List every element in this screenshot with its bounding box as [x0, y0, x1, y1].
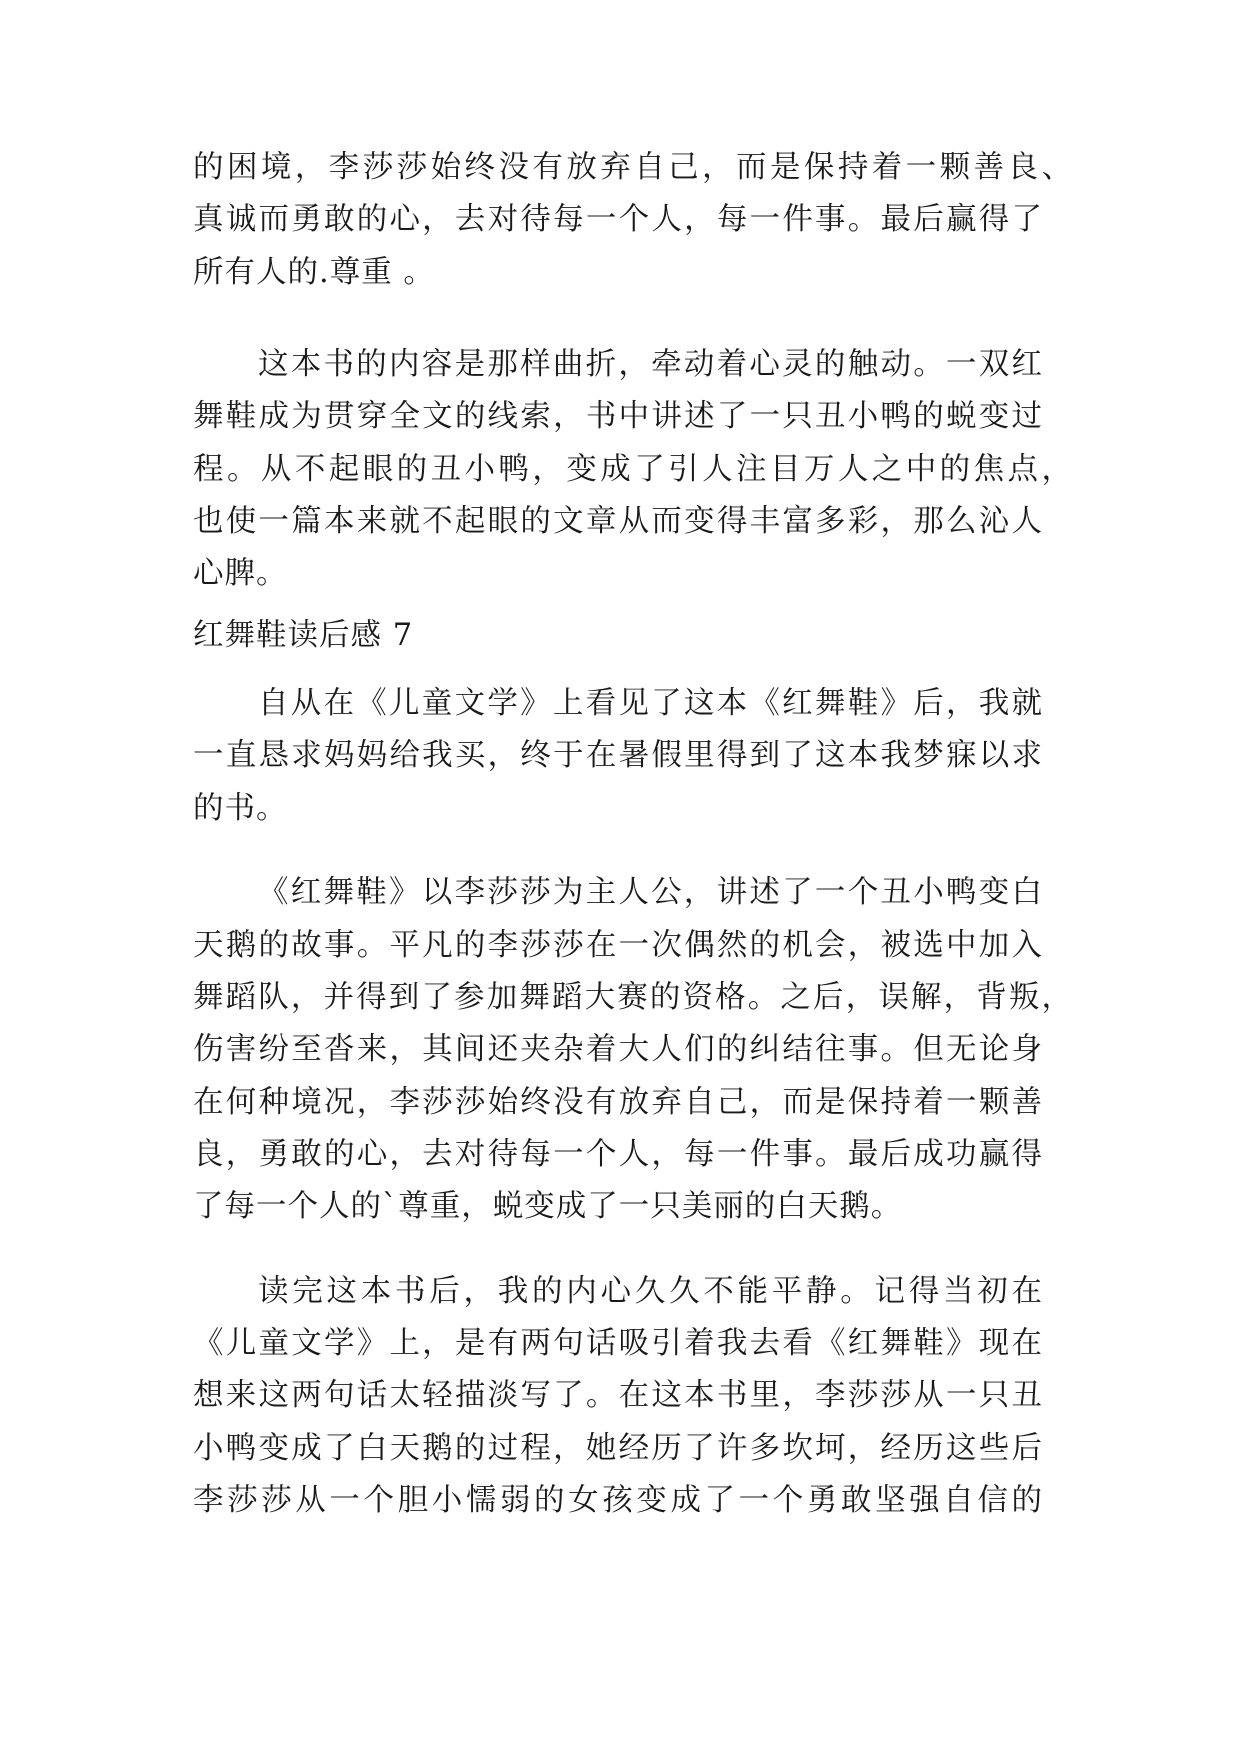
text-line: 读完这本书后，我的内心久久不能平静。记得当初在: [258, 1274, 1043, 1309]
text-line: 真诚而勇敢的心，去对待每一个人，每一件事。最后赢得了: [193, 202, 1043, 237]
text-line: 舞鞋成为贯穿全文的线索，书中讲述了一只丑小鸭的蜕变过: [193, 399, 1043, 434]
text-line: 在何种境况，李莎莎始终没有放弃自己，而是保持着一颗善: [193, 1085, 1043, 1120]
section-heading: 红舞鞋读后感 7: [193, 618, 414, 653]
text-line: 所有人的.尊重 。: [193, 255, 435, 290]
text-line: 了每一个人的`尊重，蜕变成了一只美丽的白天鹅。: [193, 1189, 903, 1224]
text-line: 这本书的内容是那样曲折，牵动着心灵的触动。一双红: [258, 347, 1043, 382]
text-line: 自从在《儿童文学》上看见了这本《红舞鞋》后，我就: [258, 686, 1043, 721]
text-line: 伤害纷至沓来，其间还夹杂着大人们的纠结往事。但无论身: [193, 1032, 1043, 1067]
text-line: 舞蹈队，并得到了参加舞蹈大赛的资格。之后，误解，背叛，: [193, 980, 1073, 1015]
text-line: 的困境，李莎莎始终没有放弃自己，而是保持着一颗善良、: [193, 150, 1073, 185]
text-line: 想来这两句话太轻描淡写了。在这本书里，李莎莎从一只丑: [193, 1378, 1043, 1413]
text-line: 《红舞鞋》以李莎莎为主人公，讲述了一个丑小鸭变白: [258, 875, 1043, 910]
text-line: 也使一篇本来就不起眼的文章从而变得丰富多彩，那么沁人: [193, 504, 1043, 539]
text-line: 一直恳求妈妈给我买，终于在暑假里得到了这本我梦寐以求: [193, 738, 1043, 773]
text-line: 程。从不起眼的丑小鸭，变成了引人注目万人之中的焦点，: [193, 452, 1073, 487]
text-line: 的书。: [193, 791, 288, 826]
text-line: 《儿童文学》上，是有两句话吸引着我去看《红舞鞋》现在: [193, 1326, 1043, 1361]
text-line: 小鸭变成了白天鹅的过程，她经历了许多坎坷，经历这些后: [193, 1431, 1043, 1466]
text-line: 李莎莎从一个胆小懦弱的女孩变成了一个勇敢坚强自信的: [193, 1483, 1043, 1518]
text-line: 良，勇敢的心，去对待每一个人，每一件事。最后成功赢得: [193, 1137, 1043, 1172]
text-line: 天鹅的故事。平凡的李莎莎在一次偶然的机会，被选中加入: [193, 928, 1043, 963]
text-line: 心脾。: [193, 556, 288, 591]
